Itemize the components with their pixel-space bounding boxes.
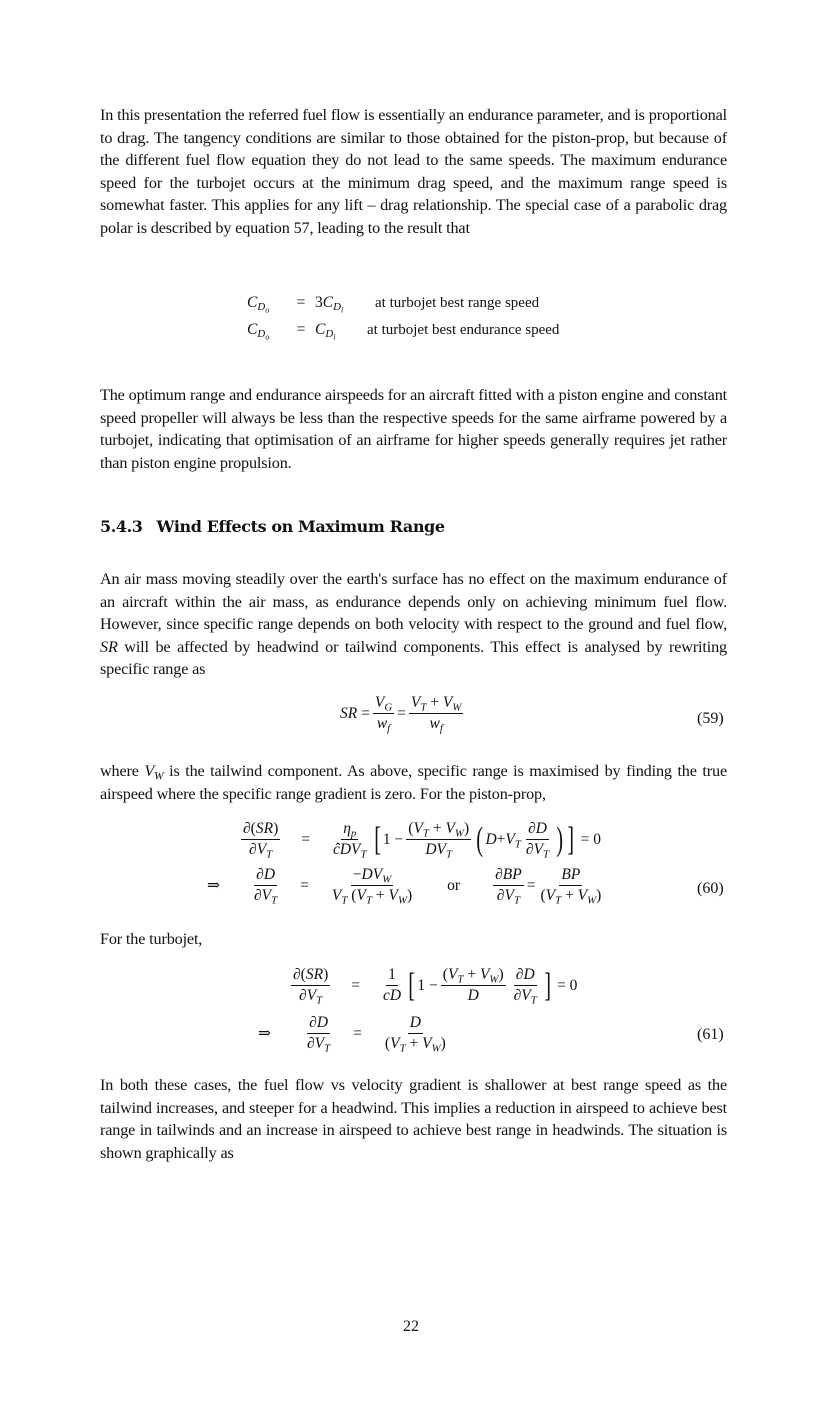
paragraph-referred-fuel-flow: In this presentation the referred fuel flow is essentially an endurance parameter, and is proportional to drag. The tangency conditions are similar to those obtained for the piston-prop, but because of the different fuel flow equation they do not lead to the same speeds. The maximum endurance speed for the turbojet occurs at the minimum drag speed, and the maximum range speed is somewhat faster. This applies for any lift – drag relationship. The special case of a parabolic drag polar is described by equation 57, leading to the result that <box>100 106 727 237</box>
page-number: 22 <box>403 1318 419 1335</box>
equation-number: (60) <box>697 880 724 897</box>
document-page: In this presentation the referred fuel flow is essentially an endurance parameter, and is proportional to drag. The tangency conditions are similar to those obtained for the piston-prop, but because of the different fuel flow equation they do not lead to the same speeds. The maximum endurance speed for the turbojet occurs at the minimum drag speed, and the maximum range speed is somewhat faster. This applies for any lift – drag relationship. The special case of a parabolic drag polar is described by equation 57, leading to the result that $C_{D_o}$ = $3C_{D_i}$ at turbojet best range speed $C_{D_o}$ = $C_{D_i}$ at turbojet best endurance speed The optimum range and endurance airspeeds for an aircraft fitted with a piston engine and constant speed propeller will always be less than the respective speeds for the same airframe powered by a turbojet, indicating that optimisation of an airframe for higher speeds generally requires jet rather than piston engine propulsion. 5.4.3 Wind Effects on Maximum Range An air mass moving steadily over the earth's surface has no effect on the maximum endurance of an aircraft within the air mass, as endurance depends only on achieving minimum fuel flow. However, since specific range depends on both velocity with respect to the ground and fuel flow, SR will be affected by headwind or tailwind components. This effect is analysed by rewriting specific range as SR = $\frac{V_G}{w_f}$ = $\frac{V_T + V_W}{w_f}$ (59) where $V_W$ is the tailwind component. As above, specific range is maximised by finding the true airspeed where the specific range gradient is zero. For the piston-prop, $\frac{\partial(SR)}{\partial V_T}$ = $\frac{\eta_p}{ĉDV_T}$ [ 1 − $\frac{(V_T + V_W)}{DV_T}$ ( D + $V_T$ $\frac{\partial D}{\partial V_T}$ ) ] = 0 ⇒ $\frac{\partial D}{\partial V_T}$ = $\frac{-DV_W}{V_T (V_T + V_W)}$ or $\frac{\partial BP}{\partial V_T}$ = $\frac{BP}{(V_T + V_W)}$ (60) For the turbojet, $\frac{\partial(SR)}{\partial V_T}$ = $\frac{1}{cD}$ [ 1 − $\frac{(V_T + V_W)}{D}$ $\frac{\partial D}{\partial V_T}$ ] = 0 ⇒ $\frac{\partial D}{\partial V_T}$ = $\frac{D}{(V_T + V_W)}$ (61) In both these cases, the fuel flow vs velocity gradient is shallower at best range speed as the tailwind increases, and steeper for a headwind. This implies a reduction in airspeed to achieve best range in tailwinds and an increase in airspeed to achieve best range in headwinds. The situation is shown graphically as 22 <box>100 106 727 1335</box>
paragraph-both-cases: In both these cases, the fuel flow vs velocity gradient is shallower at best range speed as the tailwind increases, and steeper for a headwind. This implies a reduction in airspeed to achieve best range in tailwinds and an increase in airspeed to achieve best range in headwinds. The situation is shown graphically as <box>100 1076 727 1162</box>
section-heading <box>100 517 445 536</box>
equation-row: $C_{D_o}$ = $C_{D_i}$ at turbojet best endurance speed <box>247 321 560 342</box>
paragraph-turbojet-intro: For the turbojet, <box>100 930 203 948</box>
section-number: 5.4.3 <box>100 517 143 536</box>
section-title: Wind Effects on Maximum Range <box>156 517 445 536</box>
equation-number: (59) <box>697 710 724 727</box>
paragraph-air-mass: An air mass moving steadily over the earth's surface has no effect on the maximum endurance of an aircraft within the air mass, as endurance depends only on achieving minimum fuel flow. However, since specific range depends on both velocity with respect to the ground and fuel flow, SR will be affected by headwind or tailwind components. This effect is analysed by rewriting specific range as <box>100 570 727 678</box>
paragraph-tailwind: where $V_W$ is the tailwind component. As above, specific range is maximised by finding the true airspeed where the specific range gradient is zero. For the piston-prop, <box>100 762 727 803</box>
paragraph-optimum-airspeeds: The optimum range and endurance airspeeds for an aircraft fitted with a piston engine and constant speed propeller will always be less than the respective speeds for the same airframe powered by a turbojet, indicating that optimisation of an airframe for higher speeds generally requires jet rather than piston engine propulsion. <box>100 386 727 472</box>
equation-row: $C_{D_o}$ = $3C_{D_i}$ at turbojet best range speed <box>247 294 540 315</box>
equation-number: (61) <box>697 1026 724 1043</box>
